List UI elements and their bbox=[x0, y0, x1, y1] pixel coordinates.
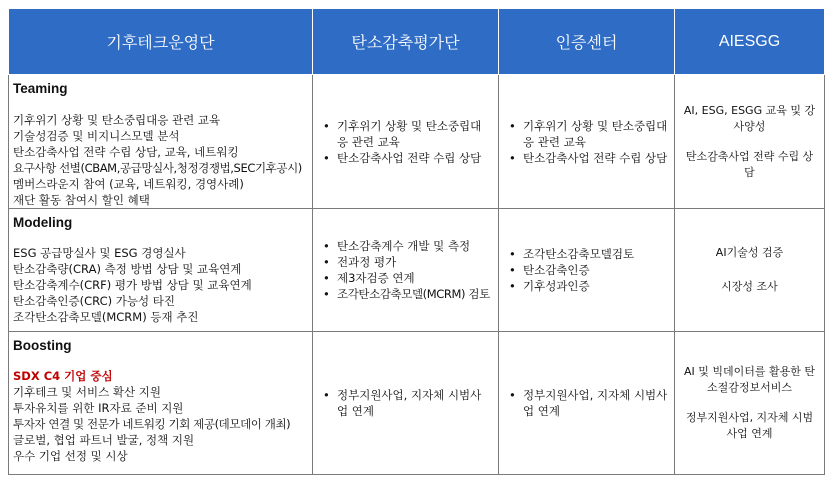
text-block: 정부지원사업, 지자체 시범사업 연계 bbox=[685, 411, 814, 440]
teaming-col1 bbox=[9, 75, 313, 209]
boosting-col4 bbox=[675, 332, 825, 475]
bullet-item: • 정부지원사업, 지자체 시범사업 연계 bbox=[509, 388, 668, 418]
list-item: 탄소감축사업 전략 수립 상담, 교육, 네트워킹 bbox=[13, 145, 239, 159]
bullet-icon: • bbox=[323, 255, 330, 269]
text-block: AI기술성 검증 bbox=[715, 246, 784, 259]
bullet-item: • 기후위기 상황 및 탄소중립대응 관련 교육 bbox=[323, 118, 482, 149]
list-item: 멤버스라운지 참여 (교육, 네트워킹, 경영사례) bbox=[13, 177, 244, 191]
bullet-icon: • bbox=[509, 388, 516, 402]
list-item: 탄소감축량(CRA) 측정 방법 상담 및 교육연계 bbox=[13, 262, 242, 276]
teaming-col3 bbox=[499, 75, 675, 209]
list-item: 기술성검증 및 비지니스모델 분석 bbox=[13, 129, 180, 143]
section-title-modeling: Modeling bbox=[13, 215, 73, 230]
header-climate-tech: 기후테크운영단 bbox=[9, 9, 313, 75]
row-modeling bbox=[9, 209, 825, 332]
list-item: 기후위기 상황 및 탄소중립대응 관련 교육 bbox=[13, 113, 221, 127]
bullet-item: • 조각탄소감축모델(MCRM) 검토 bbox=[323, 287, 490, 301]
bullet-item: • 탄소감축계수 개발 및 측정 bbox=[323, 239, 471, 253]
bullet-icon: • bbox=[509, 263, 516, 277]
text-block: 탄소감축사업 전략 수립 상담 bbox=[685, 149, 814, 179]
section-title-teaming: Teaming bbox=[13, 81, 68, 96]
bullet-item: • 탄소감축사업 전략 수립 상담 bbox=[323, 150, 482, 165]
list-item: 글로벌, 협업 파트너 발굴, 정책 지원 bbox=[13, 433, 195, 447]
boosting-items bbox=[9, 368, 312, 464]
header-carbon-eval: 탄소감축평가단 bbox=[313, 9, 499, 75]
section-title-boosting: Boosting bbox=[13, 338, 72, 353]
modeling-col2 bbox=[313, 209, 499, 332]
teaming-items bbox=[9, 112, 312, 208]
list-item: 탄소감축계수(CRF) 평가 방법 상담 및 교육연계 bbox=[13, 278, 252, 292]
row-teaming bbox=[9, 75, 825, 209]
bullet-icon: • bbox=[323, 388, 330, 402]
bullet-item: • 제3자검증 연계 bbox=[323, 271, 415, 285]
list-item: 요구사항 선별(CBAM,공급망실사,청정경쟁법,SEC기후공시) bbox=[13, 161, 302, 175]
header-aiesgg: AIESGG bbox=[675, 9, 825, 75]
bullet-icon: • bbox=[323, 271, 330, 285]
bullet-icon: • bbox=[509, 150, 516, 165]
header-row bbox=[9, 9, 825, 75]
teaming-col4 bbox=[675, 75, 825, 209]
program-table bbox=[8, 8, 825, 475]
highlight-label: SDX C4 기업 중심 bbox=[13, 369, 113, 383]
list-item: 투자자 연결 및 전문가 네트워킹 기회 제공(데모데이 개최) bbox=[13, 417, 291, 431]
bullet-icon: • bbox=[323, 239, 330, 253]
modeling-items bbox=[9, 245, 312, 325]
bullet-item: • 기후성과인증 bbox=[509, 279, 590, 293]
bullet-item: • 조각탄소감축모델검토 bbox=[509, 247, 635, 261]
text-block: AI, ESG, ESGG 교육 및 강사양성 bbox=[683, 103, 816, 133]
boosting-col1 bbox=[9, 332, 313, 475]
list-item: 재단 활동 참여시 할인 혜택 bbox=[13, 193, 150, 207]
bullet-icon: • bbox=[509, 118, 516, 133]
row-boosting bbox=[9, 332, 825, 475]
list-item: 기후테크 및 서비스 확산 지원 bbox=[13, 385, 161, 399]
bullet-icon: • bbox=[509, 279, 516, 293]
bullet-icon: • bbox=[323, 287, 330, 301]
bullet-item: • 탄소감축사업 전략 수립 상담 bbox=[509, 150, 668, 165]
boosting-col3 bbox=[499, 332, 675, 475]
bullet-icon: • bbox=[323, 150, 330, 165]
bullet-icon: • bbox=[323, 118, 330, 133]
teaming-col2 bbox=[313, 75, 499, 209]
modeling-col4 bbox=[675, 209, 825, 332]
header-cert-center: 인증센터 bbox=[499, 9, 675, 75]
text-block: 시장성 조사 bbox=[721, 280, 778, 293]
list-item: ESG 공급망실사 및 ESG 경영실사 bbox=[13, 246, 186, 260]
list-item: 우수 기업 선정 및 시상 bbox=[13, 449, 128, 463]
list-item: 투자유치를 위한 IR자료 준비 지원 bbox=[13, 401, 184, 415]
modeling-col1 bbox=[9, 209, 313, 332]
bullet-item: • 전과정 평가 bbox=[323, 255, 397, 269]
boosting-col2 bbox=[313, 332, 499, 475]
text-block: AI 및 빅데이터를 활용한 탄소절감정보서비스 bbox=[683, 365, 815, 394]
list-item: 조각탄소감축모델(MCRM) 등재 추진 bbox=[13, 310, 199, 324]
list-item: 탄소감축인증(CRC) 가능성 타진 bbox=[13, 294, 175, 308]
bullet-item: • 탄소감축인증 bbox=[509, 263, 590, 277]
bullet-item: • 기후위기 상황 및 탄소중립대응 관련 교육 bbox=[509, 118, 668, 149]
bullet-item: • 정부지원사업, 지자체 시범사업 연계 bbox=[323, 388, 482, 418]
modeling-col3 bbox=[499, 209, 675, 332]
bullet-icon: • bbox=[509, 247, 516, 261]
